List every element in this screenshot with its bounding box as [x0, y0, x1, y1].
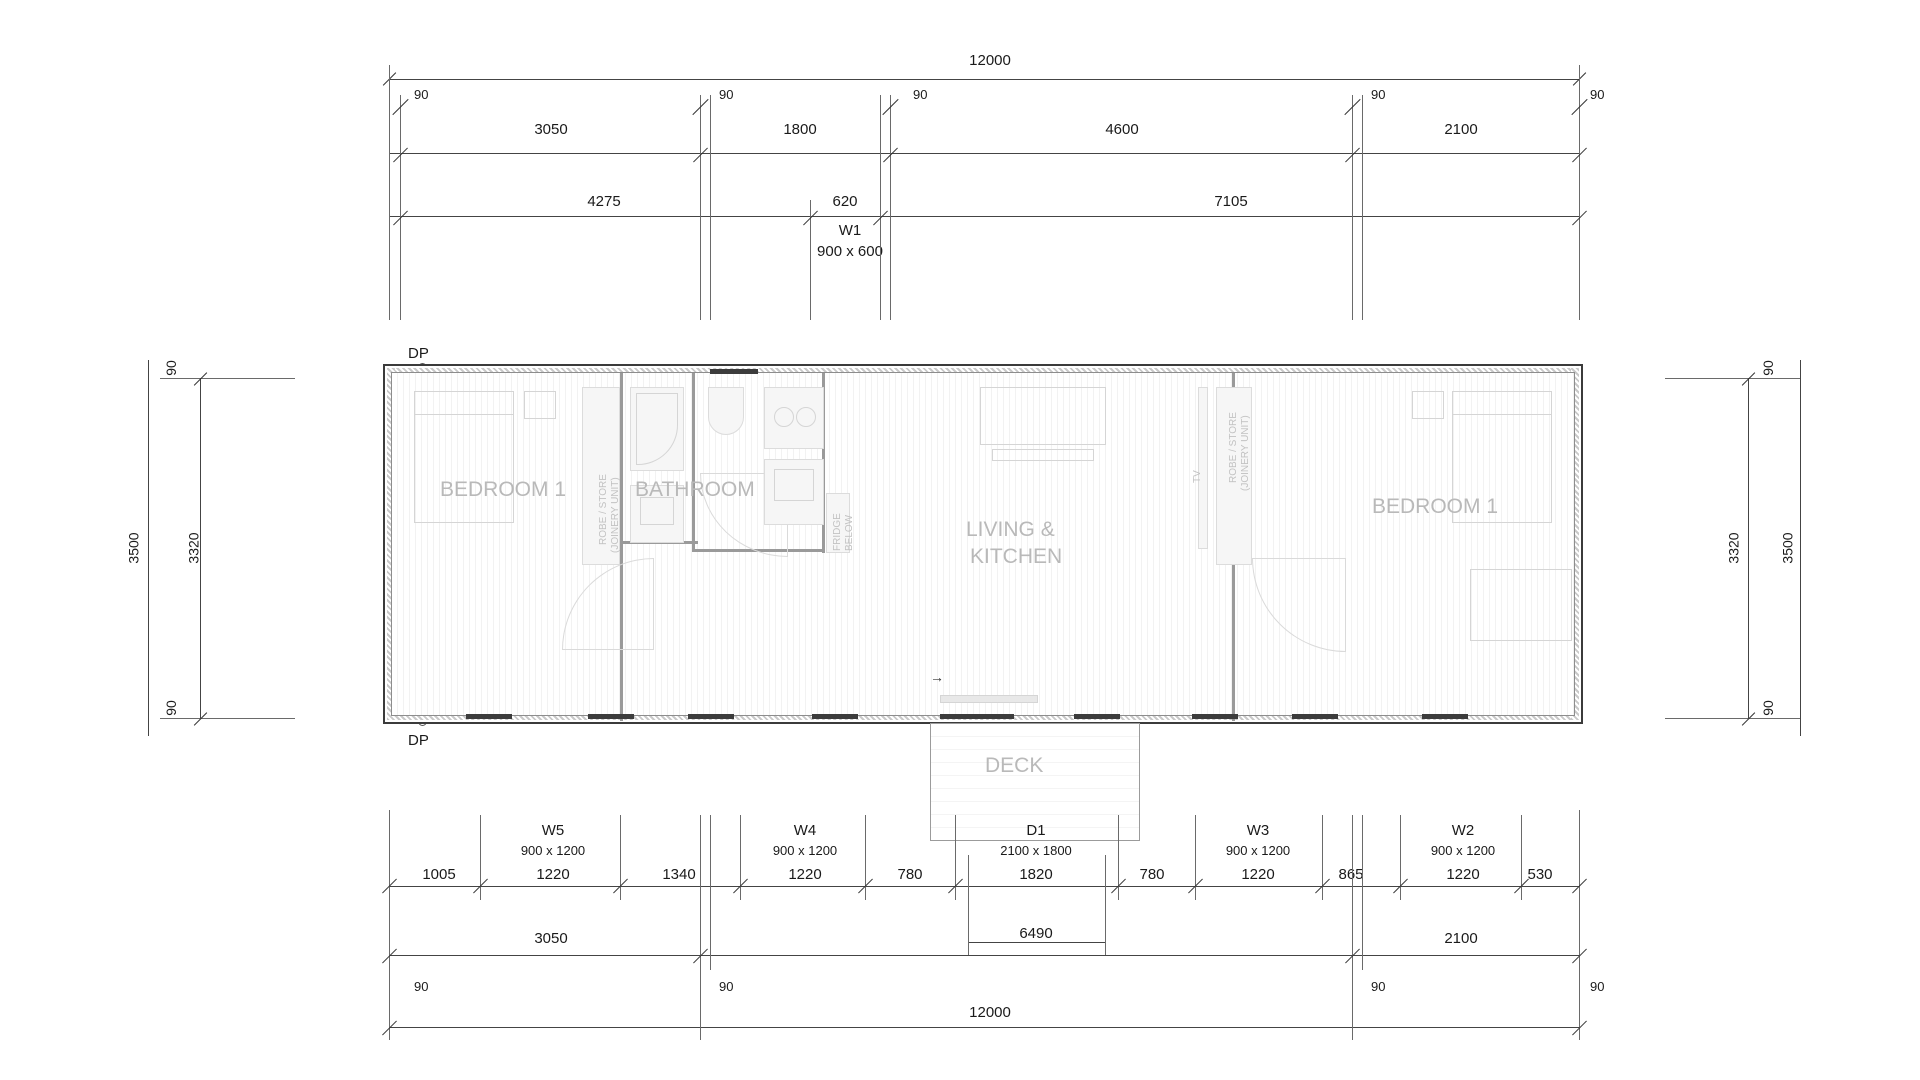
right-wall-90-bottom: 90 — [1759, 700, 1776, 716]
opening-width-w2: 1220 — [1446, 866, 1480, 883]
ext-line — [700, 815, 701, 1040]
bottom-overall-dim: 12000 — [969, 1004, 1011, 1021]
bottom-row-dim-2100: 2100 — [1444, 930, 1478, 947]
top-row1-dim-2100: 2100 — [1444, 121, 1478, 138]
sink — [774, 469, 814, 501]
sliding-door-leaf — [940, 695, 1038, 703]
robe-right-label-2: (JOINERY UNIT) — [1240, 415, 1251, 491]
window-size-w1: 900 x 600 — [817, 243, 883, 260]
right-outer-dim-3500: 3500 — [1779, 532, 1796, 564]
robe-left-label-2: (JOINERY UNIT) — [610, 477, 621, 553]
bedside-left — [524, 391, 556, 419]
ext-line — [400, 95, 401, 320]
room-label-bedroom-left: BEDROOM 1 — [440, 478, 567, 501]
ext-line — [389, 65, 390, 320]
gap-dim-530: 530 — [1527, 866, 1553, 883]
window-tag-w1: W1 — [838, 222, 862, 239]
top-wall-tick-3: 90 — [913, 87, 928, 102]
top-wall-tick-5: 90 — [1590, 87, 1605, 102]
ext-line — [740, 815, 741, 900]
burner-icon — [796, 407, 816, 427]
ext-line — [865, 815, 866, 900]
downpipe-label-bottom: DP — [408, 732, 429, 749]
right-inner-dim-3320: 3320 — [1725, 532, 1742, 564]
room-label-bedroom-right: BEDROOM 1 — [1372, 495, 1499, 518]
top-row2-dim-4275: 4275 — [587, 193, 621, 210]
opening-tag-w5: W5 — [541, 822, 565, 839]
door-swing-bedroom-right — [1252, 558, 1346, 652]
opening-width-w3: 1220 — [1241, 866, 1275, 883]
left-ext-line-top — [160, 378, 295, 379]
left-wall-90-bottom: 90 — [162, 700, 179, 716]
deck-dim-6490: 6490 — [1019, 925, 1053, 942]
robe-right-label-1: ROBE / STORE — [1228, 412, 1239, 483]
opening-tag-w4: W4 — [793, 822, 817, 839]
opening-size-w2: 900 x 1200 — [1430, 843, 1496, 858]
bedhead-right — [1452, 391, 1552, 415]
ext-line — [968, 855, 969, 955]
ext-line — [955, 815, 956, 900]
ext-line — [710, 95, 711, 320]
top-wall-tick-2: 90 — [719, 87, 734, 102]
coffee-table — [992, 449, 1094, 461]
room-label-living-1: LIVING & — [966, 518, 1055, 541]
right-inner-dim-line — [1748, 378, 1749, 718]
opening-width-d1: 1820 — [1019, 866, 1053, 883]
gap-dim-1005: 1005 — [422, 866, 456, 883]
ext-line — [1521, 815, 1522, 900]
bottom-wall-tick-2: 90 — [719, 979, 734, 994]
ext-line — [890, 95, 891, 320]
top-overall-dim-line — [389, 79, 1579, 80]
sofa-living — [980, 387, 1106, 445]
ext-line — [620, 815, 621, 900]
bottom-wall-tick-3: 90 — [1371, 979, 1386, 994]
ext-line — [710, 815, 711, 970]
partition-wall-bath-left — [692, 373, 695, 543]
downpipe-label-top: DP — [408, 345, 429, 362]
fridge-label-1: FRIDGE — [832, 513, 843, 551]
gap-dim-780-right: 780 — [1139, 866, 1165, 883]
room-label-living-2: KITCHEN — [970, 545, 1063, 568]
window-w4-opening — [688, 714, 734, 719]
bedside-right — [1412, 391, 1444, 419]
room-label-deck: DECK — [985, 754, 1044, 777]
ext-line — [389, 810, 390, 1040]
gap-dim-780-left: 780 — [897, 866, 923, 883]
window-w5-opening-b — [588, 714, 634, 719]
ext-line — [1579, 65, 1580, 320]
ext-line — [880, 95, 881, 320]
right-ext-line-top — [1665, 378, 1800, 379]
robe-left-label-1: ROBE / STORE — [598, 474, 609, 545]
top-wall-tick-4: 90 — [1371, 87, 1386, 102]
top-row2-dim-line — [389, 216, 1579, 217]
opening-size-d1: 2100 x 1800 — [1000, 843, 1072, 858]
ext-line — [1105, 855, 1106, 955]
storage-right — [1470, 569, 1572, 641]
ext-line — [1322, 815, 1323, 900]
window-w5-opening — [466, 714, 512, 719]
burner-icon — [774, 407, 794, 427]
window-w3-opening — [1074, 714, 1120, 719]
top-row1-dim-4600: 4600 — [1105, 121, 1139, 138]
slide-direction-arrow: → — [930, 669, 944, 685]
ext-line — [1362, 95, 1363, 320]
window-w1-opening — [710, 369, 758, 374]
opening-tag-w3: W3 — [1246, 822, 1270, 839]
window-w2-opening — [1292, 714, 1338, 719]
opening-size-w4: 900 x 1200 — [772, 843, 838, 858]
opening-width-w5: 1220 — [536, 866, 570, 883]
bottom-overall-dim-line — [389, 1027, 1579, 1028]
gap-dim-865: 865 — [1338, 866, 1364, 883]
opening-tag-w2: W2 — [1451, 822, 1475, 839]
top-row1-dim-1800: 1800 — [783, 121, 817, 138]
left-inner-dim-3320: 3320 — [185, 532, 202, 564]
bottom-row-dim-3050: 3050 — [534, 930, 568, 947]
top-row2-dim-7105: 7105 — [1214, 193, 1248, 210]
bottom-wall-tick-4: 90 — [1590, 979, 1605, 994]
left-ext-line-bottom — [160, 718, 295, 719]
room-label-bathroom: BATHROOM — [635, 478, 755, 501]
door-d1-opening — [940, 714, 1014, 719]
door-swing-bedroom-left — [562, 558, 654, 650]
top-overall-dim: 12000 — [969, 52, 1011, 69]
window-w3-opening-b — [1192, 714, 1238, 719]
top-row1-dim-line — [389, 153, 1579, 154]
ext-line — [1118, 815, 1119, 900]
top-wall-tick-1: 90 — [414, 87, 429, 102]
opening-tag-d1: D1 — [1026, 822, 1046, 839]
plan-floor-area — [391, 372, 1575, 716]
deck-dim-line — [968, 942, 1105, 943]
window-w2-opening-b — [1422, 714, 1468, 719]
ext-line — [1352, 95, 1353, 320]
ext-line — [1352, 815, 1353, 1040]
bedhead-left — [414, 391, 514, 415]
ext-line — [1400, 815, 1401, 900]
left-wall-90-top: 90 — [162, 360, 179, 376]
right-ext-line-bottom — [1665, 718, 1800, 719]
opening-width-w4: 1220 — [788, 866, 822, 883]
fridge-label-2: BELOW — [844, 514, 855, 551]
ext-line — [1362, 815, 1363, 970]
bottom-wall-tick-1: 90 — [414, 979, 429, 994]
ext-line — [480, 815, 481, 900]
ext-line — [700, 95, 701, 320]
tv-label: TV — [1192, 470, 1203, 483]
toilet — [708, 387, 744, 435]
opening-size-w3: 900 x 1200 — [1225, 843, 1291, 858]
left-outer-dim-3500: 3500 — [125, 532, 142, 564]
bottom-row-dim-line — [389, 955, 1579, 956]
top-row2-dim-620: 620 — [832, 193, 858, 210]
floor-plan — [383, 364, 1583, 724]
left-outer-dim-line — [148, 360, 149, 736]
ext-line — [1195, 815, 1196, 900]
gap-dim-1340: 1340 — [662, 866, 696, 883]
right-outer-dim-line — [1800, 360, 1801, 736]
right-wall-90-top: 90 — [1759, 360, 1776, 376]
top-row1-dim-3050: 3050 — [534, 121, 568, 138]
window-w4-opening-b — [812, 714, 858, 719]
tv-unit — [1198, 387, 1208, 549]
opening-size-w5: 900 x 1200 — [520, 843, 586, 858]
ext-line — [1579, 810, 1580, 1040]
